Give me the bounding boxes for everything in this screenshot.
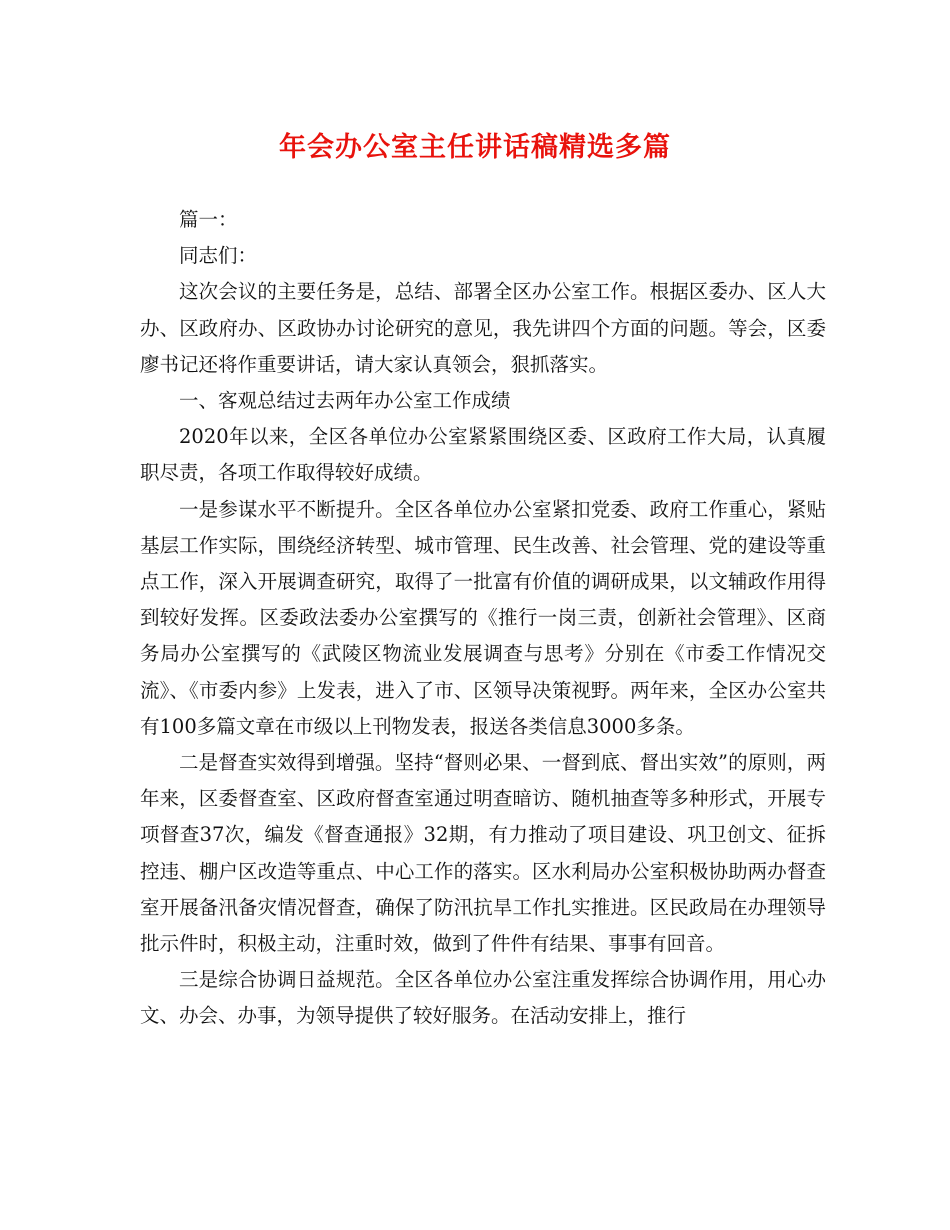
paragraph-point-1: 一是参谋水平不断提升。全区各单位办公室紧扣党委、政府工作重心，紧贴基层工作实际，围绕经济转型、城市管理、民生改善、社会管理、党的建设等重点工作，深入开展调查研究，取得了一批富有价值的调研成果，以文辅政作用得到较好发挥。区委政法委办公室撰写的《推行一岗三责，创新社会管理》、区商务局办公室撰写的《武陵区物流业发展调查与思考》分别在《市委工作情况交流》、《市委内参》上发表，进入了市、区领导决策视野。两年来，全区办公室共有100多篇文章在市级以上刊物发表，报送各类信息3000多条。 bbox=[140, 497, 826, 738]
document-body bbox=[140, 202, 826, 1035]
document-title: 年会办公室主任讲话稿精选多篇 bbox=[279, 132, 671, 163]
paragraph-intro: 这次会议的主要任务是，总结、部署全区办公室工作。根据区委办、区人大办、区政府办、区政协办讨论研究的意见，我先讲四个方面的问题。等会，区委廖书记还将作重要讲话，请大家认真领会，狠抓落实。 bbox=[140, 280, 826, 376]
paragraph-salutation: 同志们： bbox=[179, 244, 258, 268]
paragraph-point-2: 二是督查实效得到增强。坚持“督则必果、一督到底、督出实效”的原则，两年来，区委督查室、区政府督查室通过明查暗访、随机抽查等多种形式，开展专项督查37次，编发《督查通报》32期，有力推动了项目建设、巩卫创文、征拆控违、棚户区改造等重点、中心工作的落实。区水利局办公室积极协助两办督查室开展备汛备灾情况督查，确保了防汛抗旱工作扎实推进。区民政局在办理领导批示件时，积极主动，注重时效，做到了件件有结果、事事有回音。 bbox=[140, 751, 826, 956]
paragraph-section-label: 篇一： bbox=[179, 208, 238, 231]
paragraph-overview: 2020年以来，全区各单位办公室紧紧围绕区委、区政府工作大局，认真履职尽责，各项工作取得较好成绩。 bbox=[140, 425, 826, 485]
paragraph-point-3: 三是综合协调日益规范。全区各单位办公室注重发挥综合协调作用，用心办文、办会、办事，为领导提供了较好服务。在活动安排上，推行 bbox=[140, 968, 826, 1028]
paragraph-heading-1: 一、客观总结过去两年办公室工作成绩 bbox=[179, 389, 511, 413]
